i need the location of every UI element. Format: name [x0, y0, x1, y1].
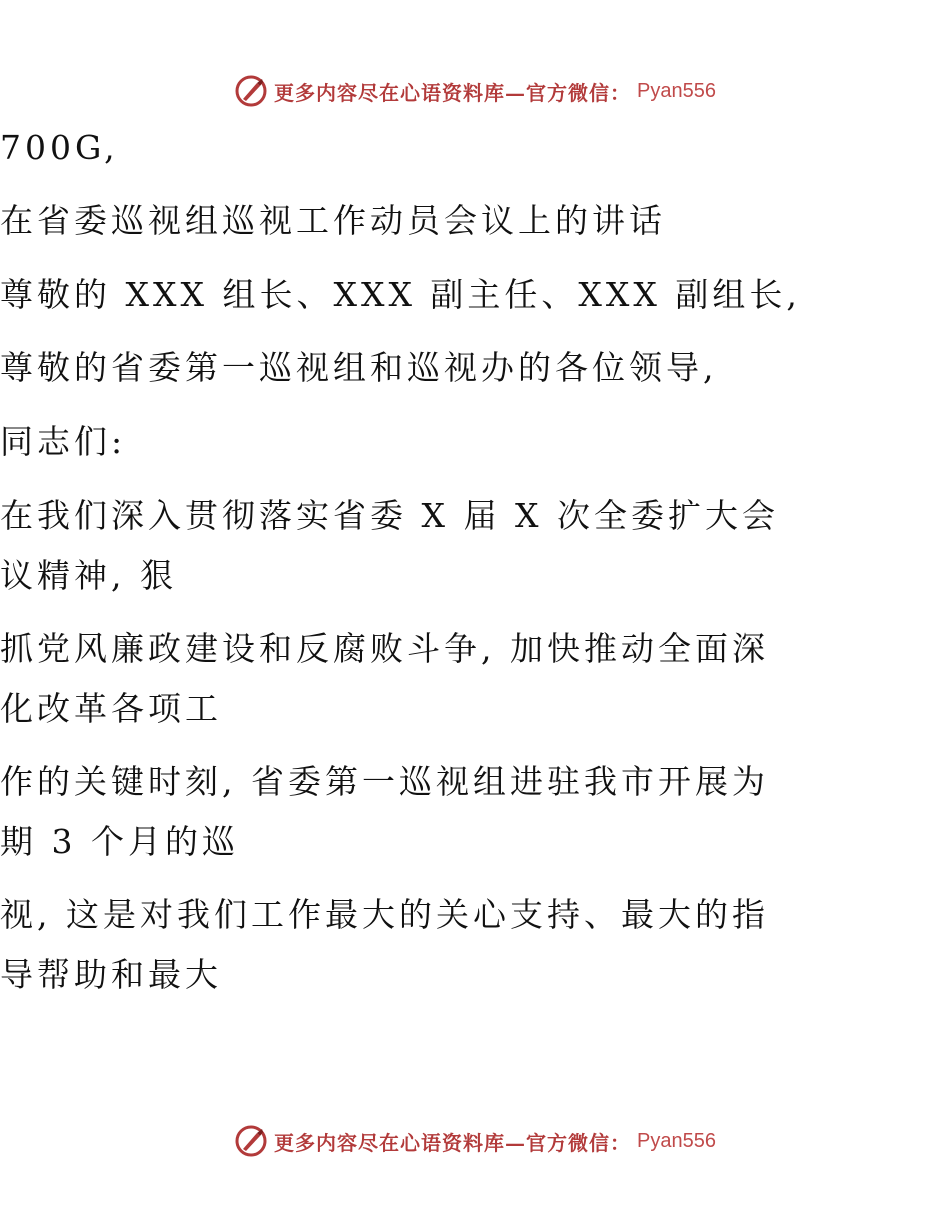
body-line: 在省委巡视组巡视工作动员会议上的讲话 — [0, 201, 666, 240]
body-line: 700G, — [0, 128, 119, 167]
body-line: 视, 这是对我们工作最大的关心支持、最大的指 — [0, 895, 769, 934]
footer-banner — [0, 1121, 950, 1161]
body-line: 导帮助和最大 — [0, 955, 222, 994]
body-line: 作的关键时刻, 省委第一巡视组进驻我市开展为 — [0, 762, 769, 801]
footer-banner-contact: Pyan556 — [637, 1129, 716, 1152]
header-banner — [0, 71, 950, 111]
body-line: 尊敬的省委第一巡视组和巡视办的各位领导, — [0, 348, 718, 387]
footer-banner-text: 更多内容尽在心语资料库—官方微信： — [274, 1130, 632, 1155]
body-line: 同志们: — [0, 422, 127, 461]
body-line: 抓党风廉政建设和反腐败斗争, 加快推动全面深 — [0, 629, 769, 668]
body-line: 议精神, 狠 — [0, 556, 177, 595]
header-banner-text: 更多内容尽在心语资料库—官方微信： — [274, 80, 632, 105]
quill-logo-icon — [234, 74, 268, 108]
header-banner-contact: Pyan556 — [637, 79, 716, 102]
quill-logo-icon — [234, 1124, 268, 1158]
body-line: 期 3 个月的巡 — [0, 822, 239, 861]
body-line: 在我们深入贯彻落实省委 X 届 X 次全委扩大会 — [0, 496, 779, 535]
body-line: 尊敬的 XXX 组长、XXX 副主任、XXX 副组长, — [0, 275, 801, 314]
body-line: 化改革各项工 — [0, 689, 222, 728]
